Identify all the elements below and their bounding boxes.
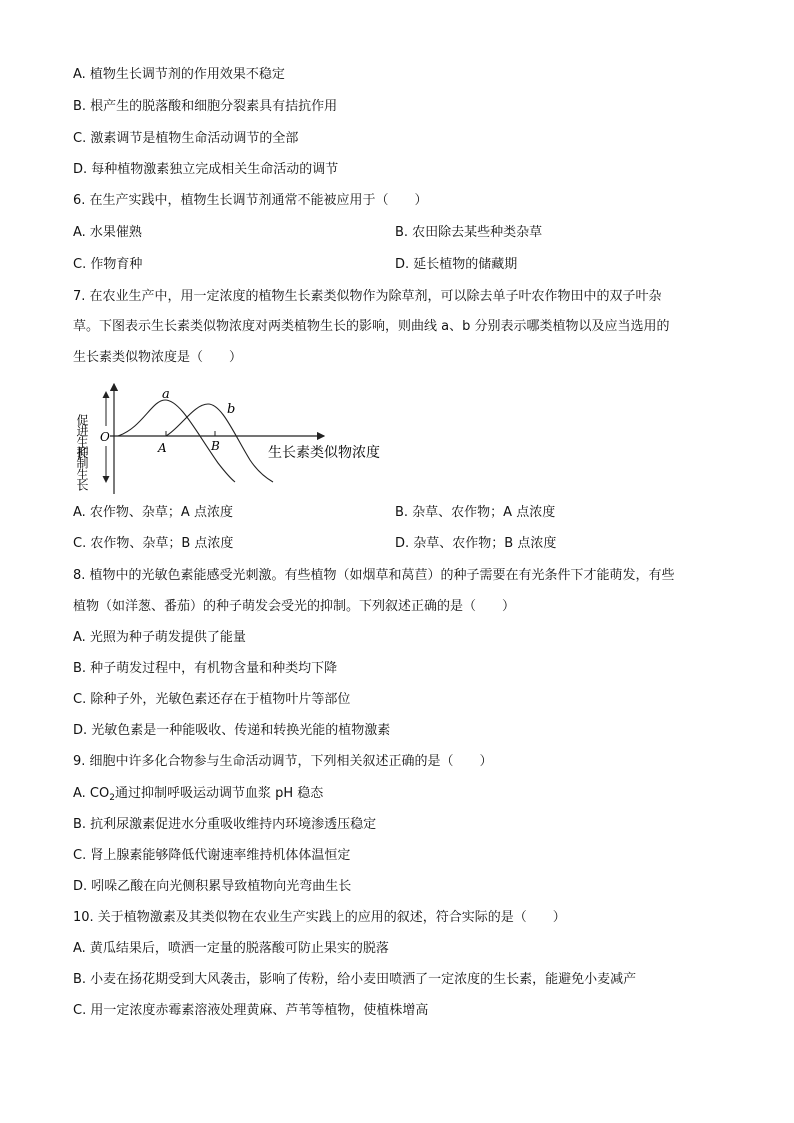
q10-stem: 10. 关于植物激素及其类似物在农业生产实践上的应用的叙述，符合实际的是（ ） — [73, 910, 566, 925]
q5-option-c: C. 激素调节是植物生命活动调节的全部 — [73, 131, 299, 146]
q6-option-d: D. 延长植物的储藏期 — [395, 257, 518, 272]
y-bottom-label: 抑制生长 — [75, 446, 89, 490]
q9-option-a-prefix: A. CO — [73, 786, 110, 801]
q9-stem: 9. 细胞中许多化合物参与生命活动调节，下列相关叙述正确的是（ ） — [73, 754, 493, 769]
q5-option-b: B. 根产生的脱落酸和细胞分裂素具有拮抗作用 — [73, 99, 338, 114]
q7-stem-line-2: 草。下图表示生长素类似物浓度对两类植物生长的影响，则曲线 a、b 分别表示哪类植物以及应当选用的 — [73, 319, 670, 334]
q7-stem-line-1: 7. 在农业生产中，用一定浓度的植物生长素类似物作为除草剂，可以除去单子叶农作物田中的双子叶杂 — [73, 289, 662, 304]
q7-figure — [70, 378, 410, 498]
q8-stem-line-2: 植物（如洋葱、番茄）的种子萌发会受光的抑制。下列叙述正确的是（ ） — [73, 599, 516, 614]
q7-option-d: D. 杂草、农作物；B 点浓度 — [395, 536, 557, 551]
q9-option-a-subscript: 2 — [109, 793, 115, 803]
curve-b-label: b — [227, 402, 236, 417]
q7-option-a: A. 农作物、杂草；A 点浓度 — [73, 505, 233, 520]
q7-stem-line-3: 生长素类似物浓度是（ ） — [73, 350, 243, 365]
q10-option-b: B. 小麦在扬花期受到大风袭击，影响了传粉，给小麦田喷洒了一定浓度的生长素，能避免小麦减产 — [73, 972, 637, 987]
q5-option-a: A. 植物生长调节剂的作用效果不稳定 — [73, 67, 285, 82]
point-b-label: B — [211, 439, 220, 453]
q6-option-a: A. 水果催熟 — [73, 225, 142, 240]
q8-stem-line-1: 8. 植物中的光敏色素能感受光刺激。有些植物（如烟草和莴苣）的种子需要在有光条件下才能萌发，有些 — [73, 568, 675, 583]
q10-option-c: C. 用一定浓度赤霉素溶液处理黄麻、芦苇等植物，使植株增高 — [73, 1003, 429, 1018]
origin-label: O — [100, 430, 110, 444]
q8-option-d: D. 光敏色素是一种能吸收、传递和转换光能的植物激素 — [73, 723, 391, 738]
q9-option-d: D. 吲哚乙酸在向光侧积累导致植物向光弯曲生长 — [73, 879, 352, 894]
q8-option-c: C. 除种子外，光敏色素还存在于植物叶片等部位 — [73, 692, 351, 707]
q9-option-a-suffix: 通过抑制呼吸运动调节血浆 pH 稳态 — [114, 786, 324, 801]
q9-option-c: C. 肾上腺素能够降低代谢速率维持机体体温恒定 — [73, 848, 351, 863]
curve-a-label: a — [162, 387, 170, 402]
q9-option-a — [73, 785, 323, 807]
q8-option-a: A. 光照为种子萌发提供了能量 — [73, 630, 246, 645]
q5-option-d: D. 每种植物激素独立完成相关生命活动的调节 — [73, 162, 339, 177]
q6-stem: 6. 在生产实践中，植物生长调节剂通常不能被应用于（ ） — [73, 193, 428, 208]
y-top-label: 促进生长 — [75, 414, 89, 458]
q7-option-b: B. 杂草、农作物；A 点浓度 — [395, 505, 556, 520]
q8-option-b: B. 种子萌发过程中，有机物含量和种类均下降 — [73, 661, 338, 676]
point-a-label: A — [158, 441, 167, 455]
q10-option-a: A. 黄瓜结果后，喷洒一定量的脱落酸可防止果实的脱落 — [73, 941, 389, 956]
q7-option-c: C. 农作物、杂草；B 点浓度 — [73, 536, 234, 551]
q6-option-c: C. 作物育种 — [73, 257, 143, 272]
q9-option-b: B. 抗利尿激素促进水分重吸收维持内环境渗透压稳定 — [73, 817, 377, 832]
q6-option-b: B. 农田除去某些种类杂草 — [395, 225, 543, 240]
x-axis-label: 生长素类似物浓度 — [268, 445, 380, 461]
